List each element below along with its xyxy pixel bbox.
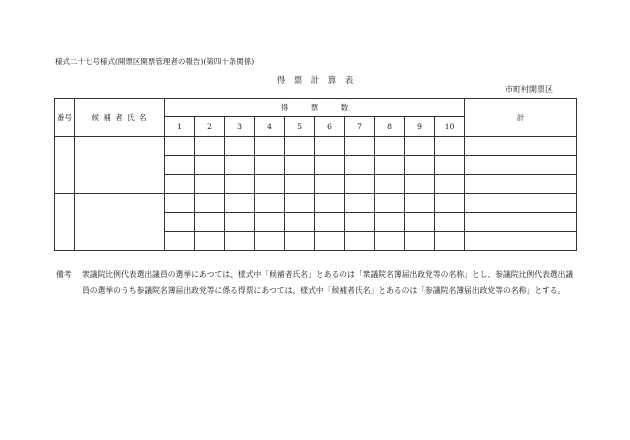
tally-cell	[195, 213, 225, 232]
tally-cell	[315, 194, 345, 213]
tally-cell	[165, 213, 195, 232]
tally-cell	[285, 137, 315, 156]
tally-cell	[195, 232, 225, 251]
tally-cell	[225, 232, 255, 251]
tally-cell	[375, 194, 405, 213]
tally-cell	[255, 175, 285, 194]
tally-cell	[255, 137, 285, 156]
tally-cell	[345, 213, 375, 232]
tally-cell	[195, 137, 225, 156]
tally-cell	[285, 194, 315, 213]
tally-cell	[225, 175, 255, 194]
remarks-label: 備考	[56, 270, 72, 279]
tally-cell	[405, 175, 435, 194]
tally-cell	[345, 232, 375, 251]
district-label: 市町村開票区	[505, 85, 553, 94]
candidate-name-cell	[75, 194, 165, 251]
remarks-text: 衆議院比例代表選出議員の選挙にあつては、様式中「候補者氏名」とあるのは「衆議院名簿届出政党等の名称」とし、参議院比例代表選出議員の選挙のうち参議院名簿届出政党等に係る得票にあつては、様式中「候補者氏名」とあるのは「参議院名簿届出政党等の名称」とする。	[82, 270, 574, 295]
tally-cell	[435, 194, 465, 213]
tally-cell	[285, 175, 315, 194]
tally-number: 7	[345, 117, 375, 137]
number-cell	[55, 194, 75, 251]
tally-cell	[375, 213, 405, 232]
tally-cell	[255, 213, 285, 232]
tally-cell	[225, 194, 255, 213]
tally-cell	[165, 232, 195, 251]
tally-cell	[285, 213, 315, 232]
tally-cell	[225, 137, 255, 156]
tally-cell	[315, 213, 345, 232]
tally-cell	[195, 156, 225, 175]
total-cell	[465, 213, 577, 232]
tally-cell	[255, 232, 285, 251]
total-column-header: 計	[465, 99, 577, 137]
tally-cell	[285, 156, 315, 175]
tally-cell	[435, 213, 465, 232]
tally-number: 5	[285, 117, 315, 137]
tally-cell	[345, 175, 375, 194]
page-title: 得 票 計 算 表	[276, 76, 354, 86]
table-row	[55, 137, 577, 156]
remarks-note	[56, 267, 576, 299]
tally-cell	[375, 175, 405, 194]
tally-cell	[435, 232, 465, 251]
tally-cell	[225, 213, 255, 232]
tally-cell	[165, 156, 195, 175]
tally-cell	[345, 194, 375, 213]
tally-cell	[315, 137, 345, 156]
tally-cell	[405, 156, 435, 175]
tally-cell	[405, 232, 435, 251]
tally-number: 1	[165, 117, 195, 137]
total-cell	[465, 194, 577, 213]
votes-column-header: 得 票 数	[165, 99, 465, 117]
tally-cell	[405, 213, 435, 232]
tally-number: 10	[435, 117, 465, 137]
candidate-name-column-header: 候 補 者 氏 名	[75, 99, 165, 137]
total-cell	[465, 175, 577, 194]
tally-cell	[195, 175, 225, 194]
tally-cell	[375, 137, 405, 156]
table-row	[55, 194, 577, 213]
tally-cell	[435, 137, 465, 156]
number-column-header: 番号	[55, 99, 75, 137]
table-header-row	[55, 99, 577, 117]
candidate-name-cell	[75, 137, 165, 194]
tally-cell	[435, 175, 465, 194]
vote-tally-table	[54, 98, 577, 251]
number-cell	[55, 137, 75, 194]
form-header-note: 様式二十七号様式(開票区開票管理者の報告)(第四十条関係)	[55, 57, 255, 66]
tally-cell	[225, 156, 255, 175]
tally-cell	[255, 156, 285, 175]
tally-cell	[375, 232, 405, 251]
tally-cell	[435, 156, 465, 175]
tally-cell	[405, 194, 435, 213]
tally-cell	[405, 137, 435, 156]
tally-number: 2	[195, 117, 225, 137]
tally-cell	[375, 156, 405, 175]
tally-cell	[165, 137, 195, 156]
tally-cell	[315, 156, 345, 175]
tally-cell	[195, 194, 225, 213]
tally-cell	[315, 175, 345, 194]
total-cell	[465, 232, 577, 251]
tally-number: 6	[315, 117, 345, 137]
total-cell	[465, 156, 577, 175]
tally-cell	[165, 194, 195, 213]
tally-number: 8	[375, 117, 405, 137]
tally-cell	[315, 232, 345, 251]
tally-number: 3	[225, 117, 255, 137]
tally-cell	[345, 137, 375, 156]
tally-cell	[285, 232, 315, 251]
total-cell	[465, 137, 577, 156]
tally-number: 9	[405, 117, 435, 137]
tally-number: 4	[255, 117, 285, 137]
tally-cell	[345, 156, 375, 175]
tally-cell	[255, 194, 285, 213]
tally-cell	[165, 175, 195, 194]
